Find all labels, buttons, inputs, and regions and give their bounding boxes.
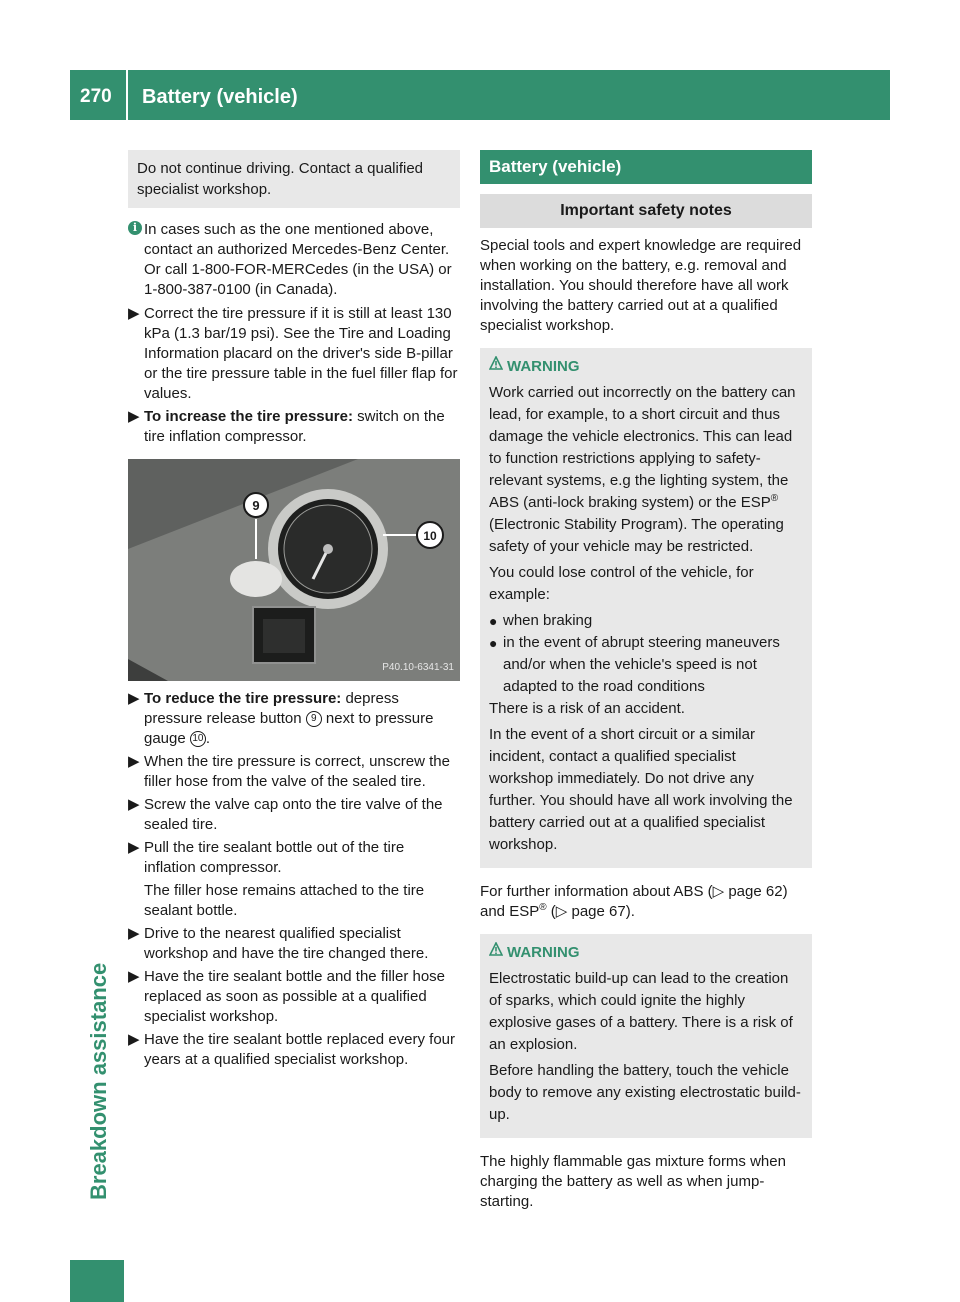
- step-arrow-icon: ▶: [128, 1031, 140, 1048]
- intro-paragraph: Special tools and expert knowledge are required when working on the battery, e.g. removal and installation. You should therefore have all work involving the battery carried out at a qualified specialist workshop.: [480, 237, 802, 334]
- bullet-icon: ●: [489, 635, 498, 651]
- warning-label: WARNING: [507, 944, 580, 961]
- step-replace-every-four-years: [128, 1030, 460, 1070]
- step-continuation: The filler hose remains attached to the tire sealant bottle.: [144, 882, 425, 919]
- page-ref-arrow-icon: ▷: [712, 883, 725, 900]
- step-text: Screw the valve cap onto the tire valve of the sealed tire.: [144, 796, 443, 833]
- warning-text: Before handling the battery, touch the vehicle body to remove any existing electrostatic build-up.: [489, 1062, 801, 1123]
- step-unscrew-hose: [128, 752, 460, 792]
- warning-box-electrostatic: [480, 934, 812, 1138]
- step-pull-bottle: [128, 838, 460, 878]
- warning-label: WARNING: [507, 358, 580, 375]
- warning-text: [489, 382, 803, 558]
- figure-id: P40.10-6341-31: [382, 662, 454, 673]
- chapter-side-label: Breakdown assistance: [86, 962, 111, 1200]
- warning-title: [489, 942, 803, 964]
- page-title: Battery (vehicle): [142, 86, 298, 108]
- registered-mark: ®: [539, 902, 547, 913]
- warning-text-part: Work carried out incorrectly on the battery can lead, for example, to a short circuit and thus damage the vehicle electronics. This can lead to function restrictions applying to safety-relevant systems, e.g the lighting system, the ABS (anti-lock braking system) or the ESP: [489, 384, 796, 511]
- outro-paragraph: The highly flammable gas mixture forms when charging the battery as well as when jump-starting.: [480, 1153, 786, 1210]
- step-text: switch on the tire inflation compressor.: [144, 408, 445, 445]
- warning-text-part: (Electronic Stability Program). The operating safety of your vehicle may be restricted.: [489, 516, 784, 555]
- page-link-esp[interactable]: page 67).: [571, 903, 635, 920]
- step-arrow-icon: ▶: [128, 925, 140, 942]
- compressor-illustration: [128, 459, 460, 681]
- warning-box-electronics: [480, 348, 812, 868]
- step-reduce-pressure: [128, 689, 460, 749]
- bullet-icon: ●: [489, 613, 498, 629]
- registered-mark: ®: [770, 493, 779, 504]
- warning-icon: [489, 942, 503, 960]
- right-column: [480, 150, 812, 1224]
- step-text: depress pressure release button: [144, 690, 399, 727]
- list-item-text: when braking: [503, 612, 593, 629]
- header-divider: [126, 70, 128, 120]
- step-drive-workshop: [128, 924, 460, 964]
- warning-text: Electrostatic build-up can lead to the creation of sparks, which could ignite the highly explosive gases of a battery. There is a risk of an explosion.: [489, 970, 793, 1053]
- left-column: [128, 150, 460, 1073]
- step-text: When the tire pressure is correct, unscrew the filler hose from the valve of the sealed tire.: [144, 753, 450, 790]
- info-note: [128, 220, 460, 300]
- ref-9: 9: [306, 711, 322, 727]
- step-arrow-icon: ▶: [128, 305, 140, 322]
- step-screw-cap: [128, 795, 460, 835]
- info-icon: i: [128, 221, 142, 235]
- chapter-side-tab: [70, 1260, 124, 1302]
- ref-10: 10: [190, 731, 206, 747]
- list-item-text: in the event of abrupt steering maneuvers and/or when the vehicle's speed is not adapted to the road conditions: [503, 634, 780, 695]
- further-text: For further information about ABS (: [480, 883, 713, 900]
- step-text: Have the tire sealant bottle replaced every four years at a qualified specialist workshop.: [144, 1031, 456, 1068]
- section-title: Battery (vehicle): [480, 150, 812, 184]
- page-number: 270: [80, 86, 112, 107]
- callout-10: 10: [423, 529, 437, 543]
- step-text: Have the tire sealant bottle and the filler hose replaced as soon as possible at a qualified specialist workshop.: [144, 968, 446, 1025]
- step-arrow-icon: ▶: [128, 408, 140, 425]
- step-text: Pull the tire sealant bottle out of the tire inflation compressor.: [144, 839, 405, 876]
- subsection-title: Important safety notes: [480, 194, 812, 228]
- step-text: .: [205, 730, 211, 747]
- page-link-abs[interactable]: page 62) and ESP: [480, 883, 788, 920]
- pressure-gauge-figure: [128, 459, 460, 681]
- further-info: [480, 882, 812, 922]
- list-item: [489, 632, 803, 698]
- step-arrow-icon: ▶: [128, 796, 140, 813]
- warning-text: There is a risk of an accident.: [489, 700, 685, 717]
- warning-icon: [489, 356, 503, 374]
- warning-title: [489, 356, 803, 378]
- step-heading: To increase the tire pressure:: [144, 408, 353, 425]
- further-text: (: [546, 903, 556, 920]
- page-ref-arrow-icon: ▷: [555, 903, 568, 920]
- step-arrow-icon: ▶: [128, 839, 140, 856]
- step-replace-bottle-hose: [128, 967, 460, 1027]
- warning-text: In the event of a short circuit or a similar incident, contact a qualified specialist workshop immediately. Do not drive any further. You should have all work involving the battery carried out at a qualified specialist workshop.: [489, 726, 793, 853]
- step-arrow-icon: ▶: [128, 690, 140, 707]
- list-item: [489, 610, 803, 632]
- step-text: Correct the tire pressure if it is still at least 130 kPa (1.3 bar/19 psi). See the Tire and Loading Information placard on the driver's side B-pillar or the tire pressure table in the fuel filler flap for values.: [144, 305, 458, 402]
- step-increase-pressure: [128, 407, 460, 447]
- step-arrow-icon: ▶: [128, 753, 140, 770]
- info-text: In cases such as the one mentioned above, contact an authorized Mercedes-Benz Center. Or call 1-800-FOR-MERCedes (in the USA) or 1-800-387-0100 (in Canada).: [144, 221, 452, 298]
- callout-9: 9: [252, 498, 260, 513]
- step-heading: To reduce the tire pressure:: [144, 690, 342, 707]
- step-text: next to pressure gauge: [144, 710, 434, 747]
- step-text: Drive to the nearest qualified specialist workshop and have the tire changed there.: [144, 925, 429, 962]
- step-arrow-icon: ▶: [128, 968, 140, 985]
- note-box: Do not continue driving. Contact a qualified specialist workshop.: [128, 150, 460, 208]
- warning-text: You could lose control of the vehicle, for example:: [489, 564, 754, 603]
- step-correct-pressure: [128, 304, 460, 404]
